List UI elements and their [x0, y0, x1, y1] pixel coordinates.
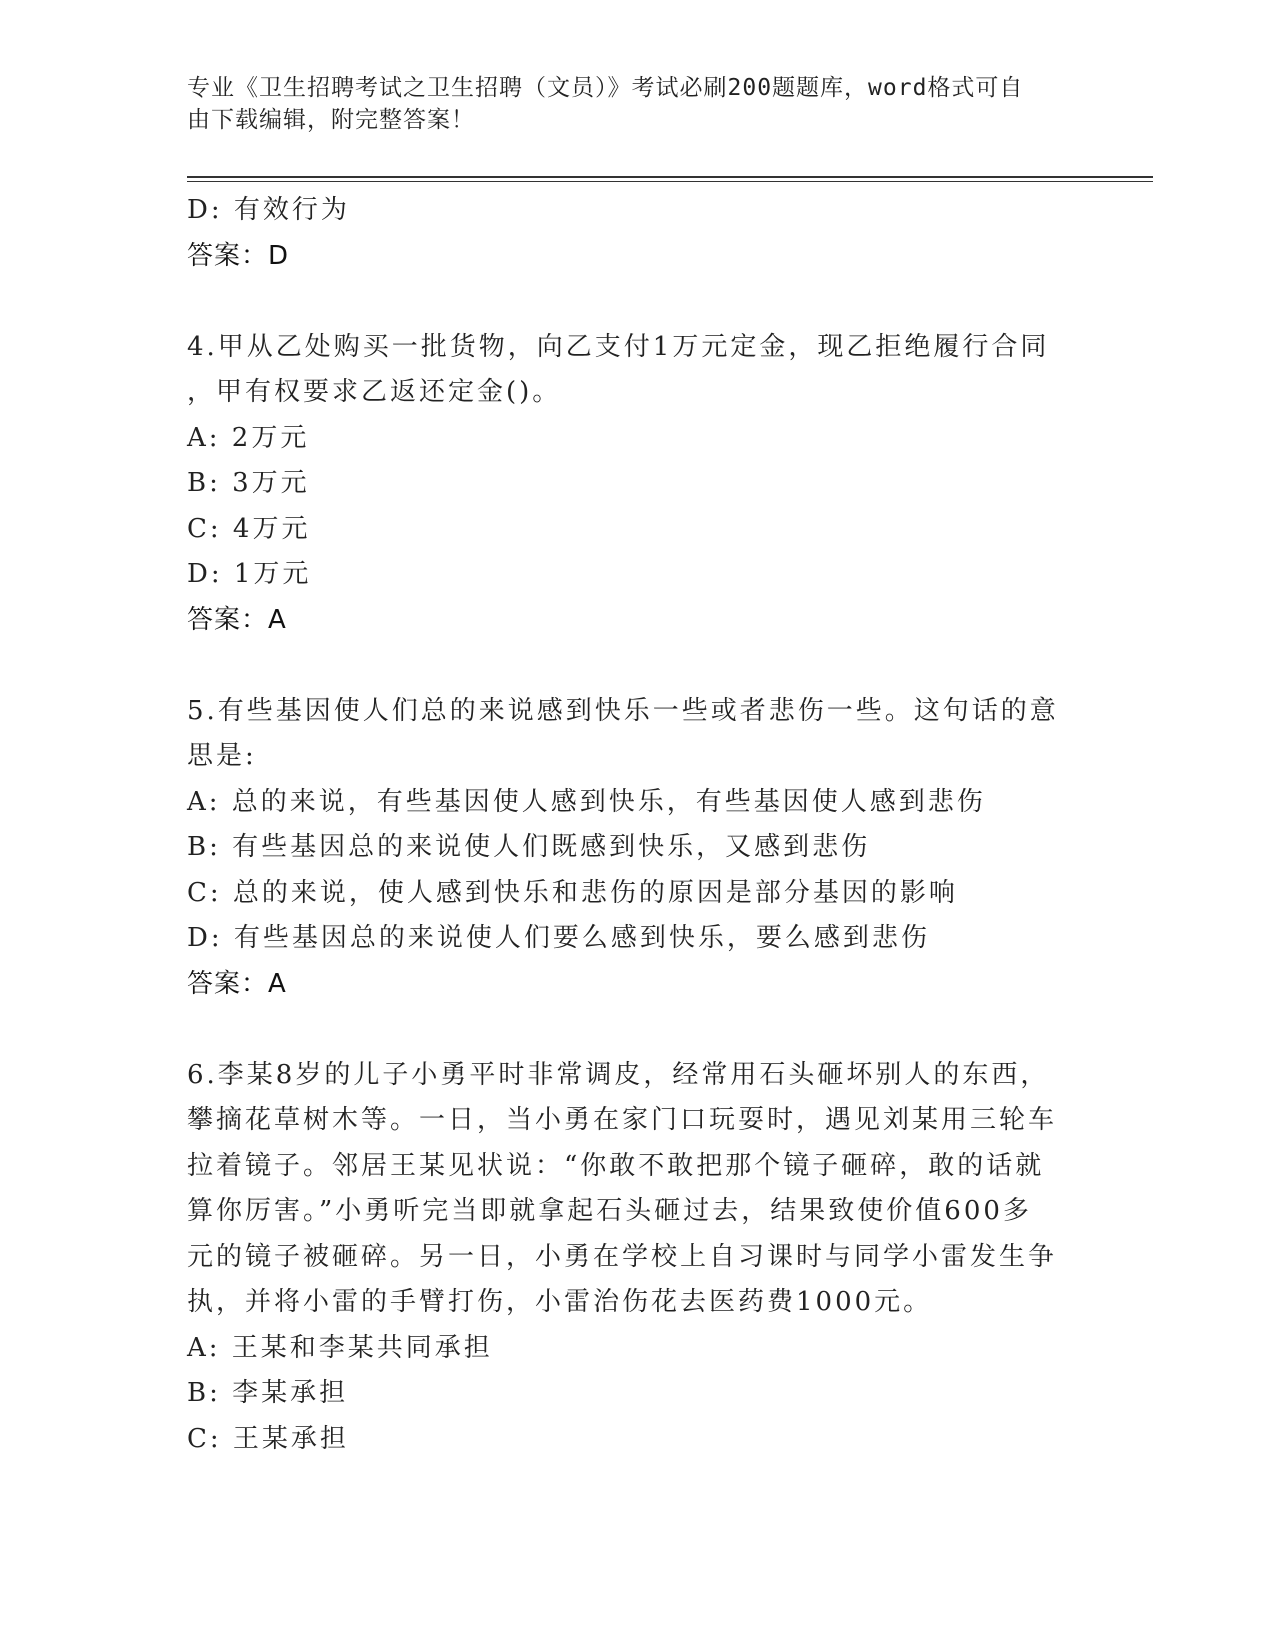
option-a: A: 总的来说，有些基因使人感到快乐，有些基因使人感到悲伤 — [187, 786, 986, 817]
question-stem-line: 思是: — [187, 741, 257, 771]
option-c: C: 4万元 — [187, 513, 311, 544]
option-d: D: 1万元 — [187, 559, 312, 589]
spacer — [187, 643, 1067, 689]
answer: 答案：D — [187, 240, 290, 271]
question-stem-line: 4.甲从乙处购买一批货物，向乙支付1万元定金，现乙拒绝履行合同 — [187, 331, 1050, 362]
option-b: B: 有些基因总的来说使人们既感到快乐，又感到悲伤 — [187, 832, 871, 862]
question-stem-line: 攀摘花草树木等。一日，当小勇在家门口玩耍时，遇见刘某用三轮车 — [187, 1105, 1058, 1135]
question-stem-line: 算你厉害。”小勇听完当即就拿起石头砸过去，结果致使价值600多 — [187, 1196, 1032, 1226]
option-a: A: 王某和李某共同承担 — [187, 1332, 493, 1363]
question-5 — [187, 689, 1067, 1008]
option-b: B: 3万元 — [187, 468, 310, 498]
page-header — [187, 72, 1067, 136]
question-4 — [187, 325, 1067, 644]
option-c: C: 王某承担 — [187, 1423, 349, 1454]
question-3 — [187, 188, 1067, 279]
answer: 答案：A — [187, 968, 287, 999]
question-list — [187, 188, 1067, 1462]
question-stem-line: ，甲有权要求乙返还定金()。 — [187, 377, 562, 407]
option-b: B: 李某承担 — [187, 1378, 349, 1408]
option-c: C: 总的来说，使人感到快乐和悲伤的原因是部分基因的影响 — [187, 877, 958, 908]
header-divider-thick — [187, 176, 1153, 178]
answer: 答案：A — [187, 604, 287, 635]
spacer — [187, 1007, 1067, 1053]
question-stem-line: 5.有些基因使人们总的来说感到快乐一些或者悲伤一些。这句话的意 — [187, 695, 1059, 726]
header-divider-thin — [187, 181, 1153, 182]
question-stem-line: 拉着镜子。邻居王某见状说：“你敢不敢把那个镜子砸碎，敢的话就 — [187, 1150, 1045, 1181]
option-d: D: 有效行为 — [187, 195, 350, 225]
question-6 — [187, 1053, 1067, 1463]
header-line-1: 专业《卫生招聘考试之卫生招聘（文员）》考试必刷200题题库，word格式可自 — [187, 75, 1024, 101]
option-a: A: 2万元 — [187, 422, 310, 453]
option-d: D: 有些基因总的来说使人们要么感到快乐，要么感到悲伤 — [187, 923, 930, 953]
question-stem-line: 执，并将小雷的手臂打伤，小雷治伤花去医药费1000元。 — [187, 1287, 933, 1317]
header-line-2: 由下载编辑，附完整答案！ — [187, 107, 475, 133]
spacer — [187, 279, 1067, 325]
question-stem-line: 元的镜子被砸碎。另一日，小勇在学校上自习课时与同学小雷发生争 — [187, 1241, 1058, 1272]
question-stem-line: 6.李某8岁的儿子小勇平时非常调皮，经常用石头砸坏别人的东西， — [187, 1059, 1050, 1090]
